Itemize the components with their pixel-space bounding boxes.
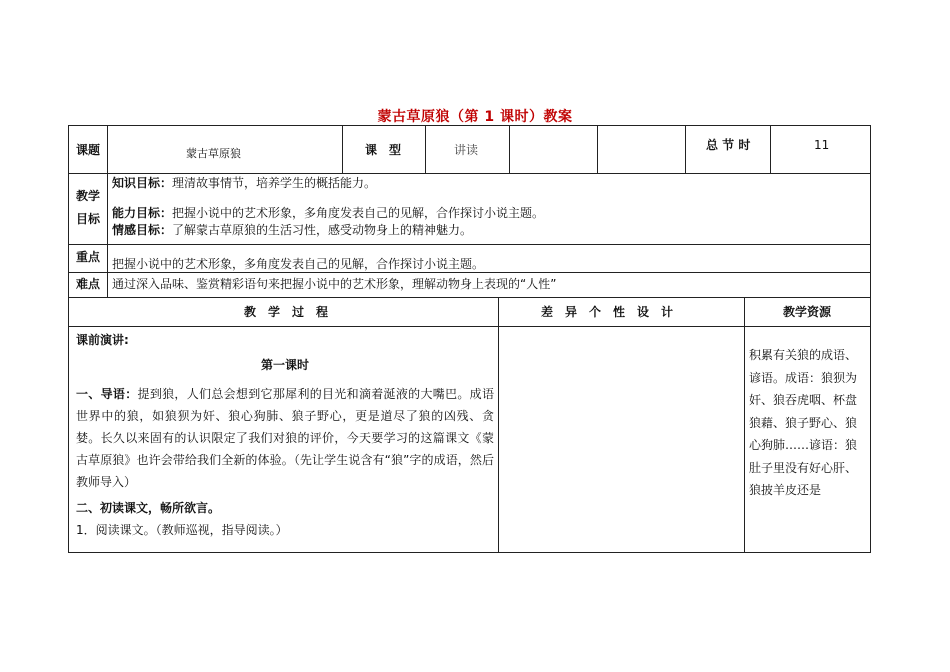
difficulty-label: 难点 [76, 277, 101, 291]
step-2-item-1: 1．阅读课文。（教师巡视，指导阅读。） [76, 523, 288, 537]
knowledge-goal-label: 知识目标： [112, 176, 173, 190]
row-divider [68, 173, 871, 174]
col-divider [770, 125, 771, 173]
key-point-label: 重点 [76, 250, 101, 264]
table-border-top [68, 125, 871, 126]
col-divider [498, 297, 499, 553]
resources-header: 教学资源 [783, 305, 832, 319]
table-border-right [870, 125, 871, 553]
ability-goal-label: 能力目标： [112, 206, 173, 220]
total-value: 11 [814, 138, 830, 152]
knowledge-goal [112, 175, 376, 191]
goals-label-line2: 目标 [76, 212, 101, 226]
intro-label: 一、导语： [76, 387, 138, 401]
process-header: 教 学 过 程 [244, 305, 329, 319]
col-divider [744, 297, 745, 553]
col-divider [685, 125, 686, 173]
total-label: 总 节 时 [706, 138, 751, 152]
emotion-goal-text: 了解蒙古草原狼的生活习性，感受动物身上的精神魅力。 [172, 223, 473, 237]
pre-class-speech: 课前演讲: [76, 333, 129, 347]
emotion-goal [112, 222, 472, 238]
col-divider [597, 125, 598, 173]
step-2-heading: 二、初读课文，畅所欲言。 [76, 501, 221, 515]
row-divider [68, 244, 871, 245]
lesson-value: 蒙古草原狼 [186, 147, 241, 160]
col-divider [425, 125, 426, 173]
lesson-label: 课题 [76, 143, 101, 157]
intro-paragraph [76, 383, 494, 493]
col-divider [509, 125, 510, 173]
col-divider [107, 125, 108, 173]
type-value: 讲读 [454, 143, 479, 157]
ability-goal-text: 把握小说中的艺术形象，多角度发表自己的见解，合作探讨小说主题。 [172, 206, 545, 220]
row-divider [68, 272, 871, 273]
intro-text: 提到狼，人们总会想到它那犀利的目光和滴着涎液的大嘴巴。成语世界中的狼，如狼狈为奸、狼心狗肺、狼子野心，更是道尽了狼的凶残、贪婪。长久以来固有的认识限定了我们对狼的评价，今天要学习的这篇课文《蒙古草原狼》也许会带给我们全新的体验。（先让学生说含有“狼”字的成语，然后教师导入） [76, 387, 494, 489]
goals-label-line1: 教学 [76, 189, 101, 203]
lesson-period-title: 第一课时 [261, 358, 310, 372]
row-divider [68, 326, 871, 327]
emotion-goal-label: 情感目标： [112, 223, 173, 237]
design-header: 差 异 个 性 设 计 [541, 305, 674, 319]
col-divider [342, 125, 343, 173]
row-divider [68, 297, 871, 298]
table-border-left [68, 125, 69, 553]
knowledge-goal-text: 理清故事情节，培养学生的概括能力。 [172, 176, 377, 190]
type-label: 课 型 [365, 143, 402, 157]
page-title: 蒙古草原狼（第 1 课时）教案 [377, 109, 573, 125]
ability-goal [112, 205, 544, 221]
resources-text: 积累有关狼的成语、谚语。成语：狼狈为奸、狼吞虎咽、杯盘狼藉、狼子野心、狼心狗肺……谚语：狼肚子里没有好心肝、狼披羊皮还是 [749, 348, 858, 497]
col-divider [107, 173, 108, 297]
table-border-bottom [68, 552, 871, 553]
difficulty-text: 通过深入品味、鉴赏精彩语句来把握小说中的艺术形象，理解动物身上表现的“人性” [112, 277, 557, 291]
key-point-text: 把握小说中的艺术形象，多角度发表自己的见解，合作探讨小说主题。 [112, 257, 485, 271]
